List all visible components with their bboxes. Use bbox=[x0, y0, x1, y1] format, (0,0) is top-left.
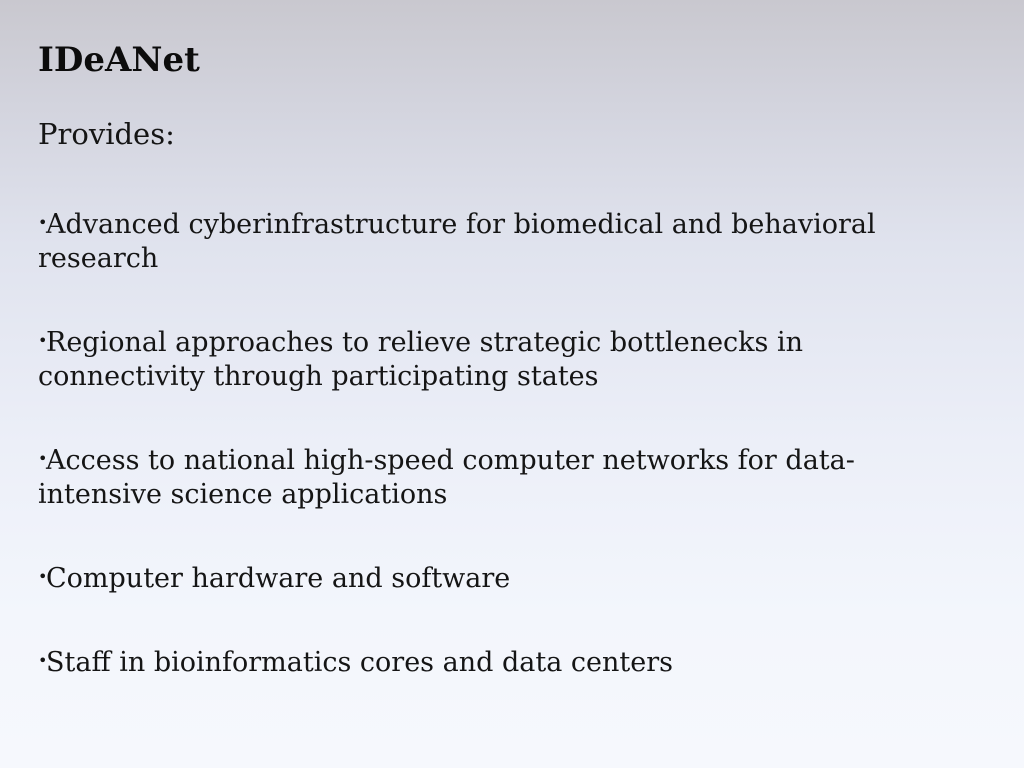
bullet-item bbox=[38, 206, 938, 276]
bullet-marker: • bbox=[38, 567, 48, 586]
slide-title: IDeANet bbox=[38, 40, 200, 80]
intro-text: Provides: bbox=[38, 117, 175, 151]
bullet-item bbox=[38, 442, 938, 512]
bullet-item bbox=[38, 324, 938, 394]
bullet-item bbox=[38, 560, 938, 596]
bullet-marker: • bbox=[38, 331, 48, 350]
bullet-text: Staff in bioinformatics cores and data centers bbox=[46, 647, 673, 678]
bullet-list bbox=[38, 206, 938, 680]
bullet-text: Access to national high-speed computer networks for data-intensive science applications bbox=[38, 445, 855, 510]
bullet-item bbox=[38, 644, 938, 680]
bullet-text: Regional approaches to relieve strategic bottlenecks in connectivity through participating states bbox=[38, 327, 804, 392]
bullet-text: Advanced cyberinfrastructure for biomedical and behavioral research bbox=[38, 209, 876, 274]
bullet-marker: • bbox=[38, 449, 48, 468]
bullet-text: Computer hardware and software bbox=[46, 563, 511, 594]
bullet-marker: • bbox=[38, 213, 48, 232]
bullet-marker: • bbox=[38, 651, 48, 670]
